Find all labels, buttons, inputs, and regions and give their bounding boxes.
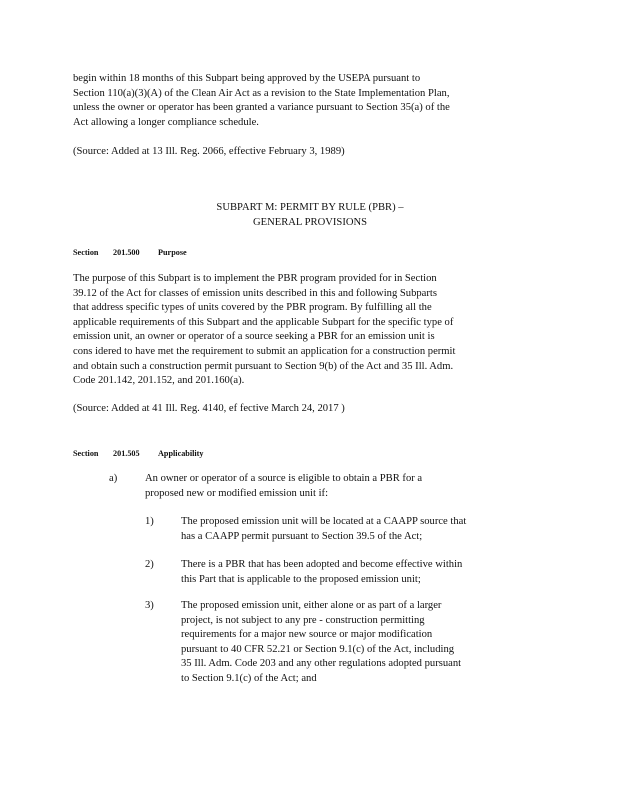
- intro-line: Act allowing a longer compliance schedule.: [73, 116, 259, 128]
- purpose-line: Code 201.142, 201.152, and 201.160(a).: [73, 375, 245, 387]
- item-line: this Part that is applicable to the proposed emission unit;: [181, 573, 421, 585]
- subsection-line: proposed new or modified emission unit if:: [145, 487, 329, 499]
- intro-line: Section 110(a)(3)(A) of the Clean Air Act as a revision to the State Implementation Plan,: [73, 87, 450, 99]
- item-label: 1): [145, 516, 154, 527]
- purpose-line: that address specific types of units covered by the PBR program. By fulfilling all the: [73, 302, 432, 314]
- item-text: [181, 599, 505, 687]
- purpose-line: emission unit, an owner or operator of a source seeking a PBR for an emission unit is: [73, 331, 435, 343]
- purpose-line: 39.12 of the Act for classes of emission units described in this and following Subparts: [73, 287, 437, 299]
- item-line: The proposed emission unit will be located at a CAAPP source that: [181, 516, 467, 527]
- section-title: Applicability: [158, 449, 204, 458]
- subsection-a-text: [145, 472, 465, 501]
- source-note: (Source: Added at 13 Ill. Reg. 2066, effective February 3, 1989): [73, 146, 345, 157]
- section-number: 201.505: [113, 449, 140, 458]
- item-line: requirements for a major new source or major modification: [181, 629, 433, 641]
- item-line: pursuant to 40 CFR 52.21 or Section 9.1(c) of the Act, including: [181, 643, 455, 655]
- subsection-line: An owner or operator of a source is eligible to obtain a PBR for a: [145, 473, 423, 484]
- section-label: Section: [73, 248, 99, 257]
- purpose-line: and obtain such a construction permit pursuant to Section 9(b) of the Act and 35 Ill. Adm.: [73, 360, 454, 372]
- purpose-paragraph: [73, 272, 505, 389]
- item-line: project, is not subject to any pre - construction permitting: [181, 614, 425, 626]
- purpose-line: The purpose of this Subpart is to implement the PBR program provided for in Section: [73, 273, 437, 284]
- purpose-line: cons idered to have met the requirement to submit an application for a construction permit: [73, 345, 456, 357]
- subsection-label: a): [109, 473, 118, 484]
- section-label: Section: [73, 449, 99, 458]
- item-line: The proposed emission unit, either alone or as part of a larger: [181, 600, 442, 611]
- item-line: to Section 9.1(c) of the Act; and: [181, 672, 317, 684]
- item-text: [181, 558, 505, 587]
- source-note: (Source: Added at 41 Ill. Reg. 4140, ef fective March 24, 2017 ): [73, 403, 345, 414]
- subpart-title-line: SUBPART M: PERMIT BY RULE (PBR) –: [216, 202, 404, 213]
- intro-paragraph: [73, 72, 501, 130]
- intro-line: unless the owner or operator has been granted a variance pursuant to Section 35(a) of the: [73, 102, 450, 114]
- item-line: 35 Ill. Adm. Code 203 and any other regulations adopted pursuant: [181, 658, 462, 670]
- intro-line: begin within 18 months of this Subpart being approved by the USEPA pursuant to: [73, 73, 421, 84]
- item-line: has a CAAPP permit pursuant to Section 39.5 of the Act;: [181, 530, 423, 542]
- subpart-title: [130, 201, 490, 230]
- subpart-title-line: GENERAL PROVISIONS: [252, 216, 368, 228]
- section-title: Purpose: [158, 248, 187, 257]
- item-text: [181, 515, 505, 544]
- purpose-line: applicable requirements of this Subpart and the applicable Subpart for the specific type of: [73, 316, 454, 328]
- item-label: 3): [145, 600, 154, 611]
- item-line: There is a PBR that has been adopted and become effective within: [181, 559, 463, 570]
- item-label: 2): [145, 559, 154, 570]
- section-number: 201.500: [113, 248, 140, 257]
